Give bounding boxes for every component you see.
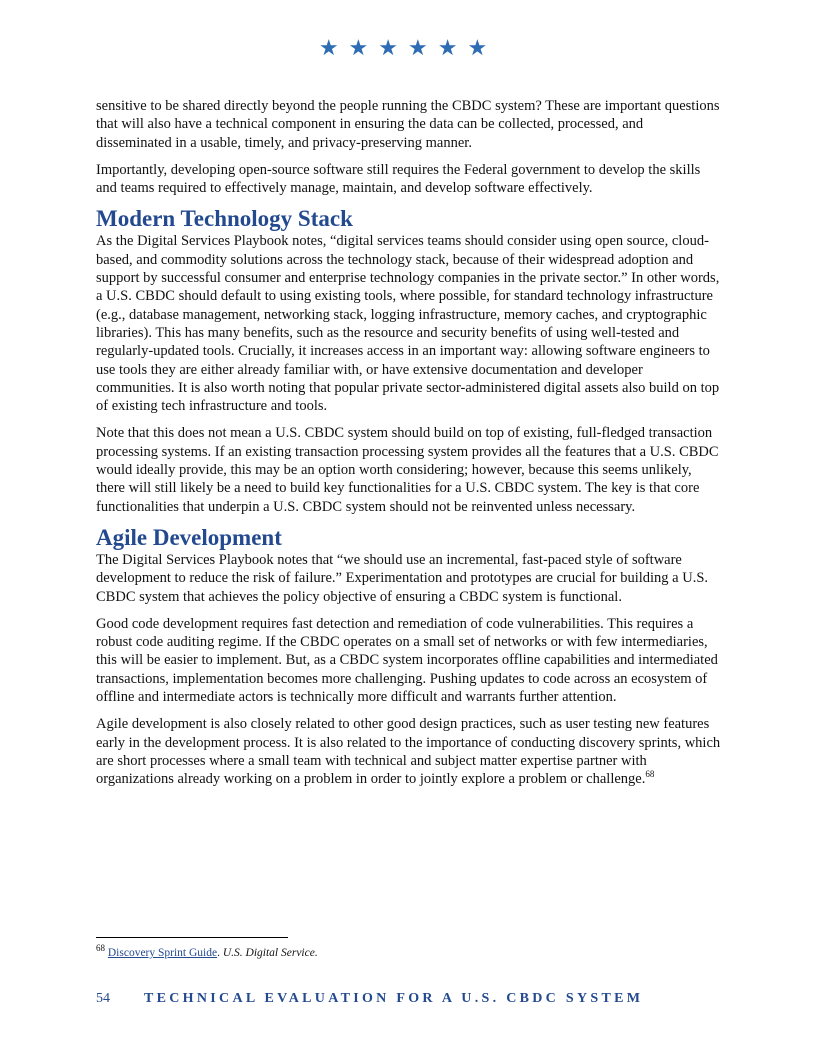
footnote-reference[interactable]: 68 <box>645 769 655 780</box>
paragraph: The Digital Services Playbook notes that “we should use an incremental, fast-paced style of software development to reduce the risk of failure.” Experimentation and prototypes are crucial for building a U.S. CBDC system that achieves the policy objective of ensuring a CBDC system is functional. <box>96 551 709 605</box>
page-footer <box>96 989 756 1009</box>
paragraph: Note that this does not mean a U.S. CBDC system should build on top of existing, full-fledged transaction processing systems. If an existing transaction processing system provides all the features that a U.S. CBDC would ideally provide, this may be an option worth considering; however, because this seems unlikely, there will still likely be a need to build key functionalities for a U.S. CBDC system. The key is that core functionalities that underpin a U.S. CBDC system should not be reinvented unless necessary. <box>96 425 719 515</box>
paragraph-text: Agile development is also closely related to other good design practices, such as user testing new features early in the development process. It is also related to the importance of conducting discovery sprints, which are short processes where a small team with technical and subject matter expertise partner with organizations already working on a problem in order to jointly explore a problem or challenge. <box>96 716 721 788</box>
footnote-separator: . <box>217 947 223 959</box>
paragraph <box>96 715 722 788</box>
footnote-source: U.S. Digital Service. <box>222 947 318 959</box>
footnote <box>96 943 722 960</box>
paragraph: Importantly, developing open-source software still requires the Federal government to develop the skills and teams required to effectively manage, maintain, and develop software effectively. <box>96 161 701 197</box>
discovery-sprint-guide-link[interactable]: Discovery Sprint Guide <box>107 947 218 959</box>
section-heading-modern-technology-stack: Modern Technology Stack <box>96 206 353 232</box>
header-stars: ★★★★★★ <box>318 35 498 60</box>
paragraph: As the Digital Services Playbook notes, “digital services teams should consider using open source, cloud-based, and commodity solutions across the technology stack, because of their widespread adoption and support by successful consumer and enterprise technology companies in the private sector.” In other words, a U.S. CBDC should default to using existing tools, where possible, for standard technology infrastructure (e.g., database management, networking stack, logging infrastructure, memory caches, and cryptographic libraries). This has many benefits, such as the resource and security benefits of using well-tested and regularly-updated tools. Crucially, it increases access in an important way: allowing software engineers to use tools they are either already familiar with, or have extensive documentation and developer communities. It is also worth noting that popular private sector-administered digital assets also build on top of existing tech infrastructure and tools. <box>96 233 720 415</box>
section-heading-agile-development: Agile Development <box>96 524 282 550</box>
footnote-divider <box>96 937 288 938</box>
footnote-number: 68 <box>96 943 105 954</box>
paragraph: sensitive to be shared directly beyond the people running the CBDC system? These are important questions that will also have a technical component in ensuring the data can be collected, processed, and disseminated in a usable, timely, and privacy-preserving manner. <box>96 98 720 151</box>
footer-title: TECHNICAL EVALUATION FOR A U.S. CBDC SYSTEM <box>144 991 644 1006</box>
paragraph: Good code development requires fast detection and remediation of code vulnerabilities. This requires a robust code auditing regime. If the CBDC operates on a small set of networks or with few intermediaries, this will be easier to implement. But, as a CBDC system incorporates offline capabilities and intermediated transactions, implementation becomes more challenging. Pushing updates to code across an ecosystem of offline and intermediate actors is technically more difficult and warrants further attention. <box>96 615 718 706</box>
page-body <box>96 97 722 798</box>
page-number: 54 <box>96 991 110 1006</box>
